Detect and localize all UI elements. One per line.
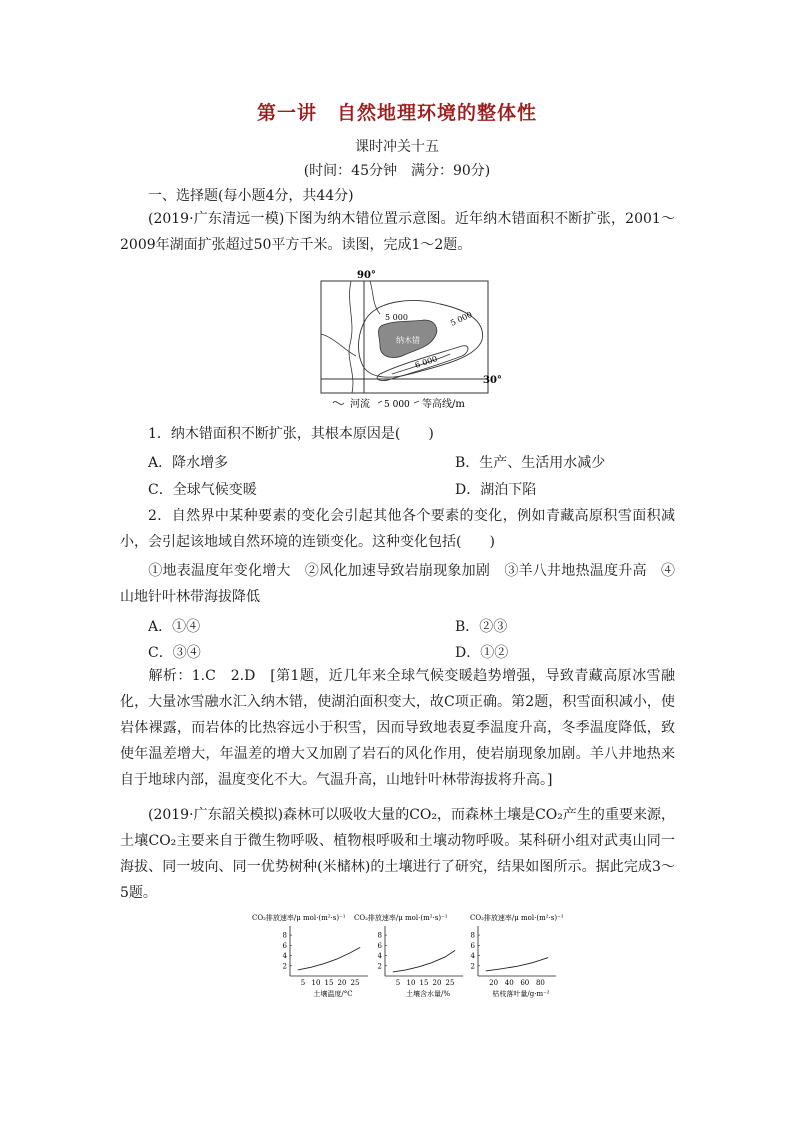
chart-2-x-tick-label: 15 <box>419 979 429 987</box>
chart-1-x-tick-label: 15 <box>324 979 334 987</box>
question-2-text: 2．自然界中某种要素的变化会引起其他各个要素的变化，例如青藏高原积雪面积减小，会引起该地域自然环境的连锁变化。这种变化包括( ) <box>120 508 675 550</box>
river-line <box>370 281 380 314</box>
chart-1-y-tick-label: 8 <box>282 931 287 940</box>
q1-option-d[interactable]: D．湖泊下陷 <box>455 482 537 498</box>
latitude-label: 30° <box>483 375 502 386</box>
chart-1-x-tick-label: 20 <box>337 979 347 987</box>
q1-option-a[interactable]: A．降水增多 <box>148 455 229 471</box>
chart-3-y-tick-label: 2 <box>470 962 475 971</box>
chart-3-x-label: 枯枝落叶量/g·m⁻² <box>492 990 550 998</box>
contour-label-5000-b: 5 000 <box>449 309 474 328</box>
answer-analysis <box>120 663 675 793</box>
chart-1-y-tick-label: 4 <box>282 952 287 961</box>
intro-text-1: (2019·广东清远一模)下图为纳木错位置示意图。近年纳木错面积不断扩张，2001～2009年湖面扩张超过50平方千米。读图，完成1～2题。 <box>120 211 675 253</box>
q1-option-b[interactable]: B．生产、生活用水减少 <box>455 455 606 471</box>
question-1-stem: 1．纳木错面积不断扩张，其根本原因是( ) <box>148 426 434 442</box>
legend-river-label: 河流 <box>350 399 370 410</box>
chart-2-y-tick-label: 8 <box>377 931 382 940</box>
intro-text-2: (2019·广东韶关模拟)森林可以吸收大量的CO₂，而森林土壤是CO₂产生的重要来源，土壤CO₂主要来自于微生物呼吸、植物根呼吸和土壤动物呼吸。某科研小组对武夷山同一海拔、同一坡向、同一优势树种(米槠林)的土壤进行了研究，结果如图所示。据此完成3～5题。 <box>120 807 675 901</box>
chart-3-series-line <box>486 958 548 971</box>
contour-label-6000: 6 000 <box>413 354 439 370</box>
chart-2-x-label: 土壤含水量/% <box>405 990 451 998</box>
chart-3-title: CO₂排放速率/μ mol·(m²·s)⁻¹ <box>470 914 564 922</box>
chart-2-x-tick-label: 10 <box>406 979 416 987</box>
question-2-items-text: ①地表温度年变化增大 ②风化加速导致岩崩现象加剧 ③羊八井地热温度升高 ④山地针叶林带海拔降低 <box>120 563 675 605</box>
q2-option-c[interactable]: C．③④ <box>148 645 201 661</box>
chart-2-y-tick-label: 4 <box>377 952 382 961</box>
legend-contour-label: 等高线/m <box>422 399 465 410</box>
page-title: 第一讲 自然地理环境的整体性 <box>256 102 537 124</box>
legend-contour-symbol <box>414 401 419 403</box>
chart-1-y-tick-label: 2 <box>282 962 287 971</box>
chart-1-title: CO₂排放速率/μ mol·(m²·s)⁻¹ <box>252 914 346 922</box>
chart-3-y-tick-label: 8 <box>470 931 475 940</box>
lake-label: 纳木错 <box>396 336 420 345</box>
chart-2-y-tick-label: 6 <box>377 941 382 950</box>
chart-3-x-tick-label: 40 <box>504 979 514 987</box>
intro-paragraph-1 <box>120 206 675 258</box>
chart-2-series-line <box>393 950 455 972</box>
q1-option-c[interactable]: C．全球气候变暖 <box>148 482 257 498</box>
legend-river-symbol <box>333 402 344 405</box>
section-heading: 一、选择题(每小题4分，共44分) <box>148 188 354 204</box>
river-line <box>349 281 353 393</box>
chart-1-x-label: 土壤温度/°C <box>313 990 353 998</box>
chart-3-y-tick-label: 4 <box>470 952 475 961</box>
chart-2-x-tick-label: 20 <box>432 979 442 987</box>
chart-2-x-tick-label: 5 <box>395 979 401 987</box>
chart-2-y-tick-label: 2 <box>377 962 382 971</box>
chart-1-series-line <box>298 947 360 970</box>
q2-option-d[interactable]: D．①② <box>455 645 509 661</box>
chart-3-x-tick-label: 60 <box>520 979 530 987</box>
longitude-label: 90° <box>357 270 376 281</box>
intro-paragraph-2 <box>120 802 675 906</box>
chart-2-x-tick-label: 25 <box>445 979 455 987</box>
answer-text: 解析：1.C 2.D [第1题，近几年来全球气候变暖趋势增强，导致青藏高原冰雪融化，大量冰雪融水汇入纳木错，使湖泊面积变大，故C项正确。第2题，积雪面积减小，使岩体裸露，而岩体的比热容远小于积雪，因而导致地表夏季温度升高，冬季温度降低，致使年温差增大，年温差的增大又加剧了岩石的风化作用，使岩崩现象加剧。羊八井地热来自于地球内部，温度变化不大。气温升高，山地针叶林带海拔将升高。] <box>120 668 675 788</box>
legend-contour-symbol <box>378 401 382 403</box>
chart-1-x-tick-label: 5 <box>300 979 306 987</box>
chart-1-x-tick-label: 10 <box>311 979 321 987</box>
legend-contour-value: 5 000 <box>384 400 410 410</box>
question-2-stem <box>120 503 675 555</box>
q2-option-a[interactable]: A．①④ <box>148 619 201 635</box>
contour-label-5000-a: 5 000 <box>385 313 408 322</box>
question-2-items <box>120 558 675 610</box>
river-line <box>321 334 356 356</box>
q2-option-b[interactable]: B．②③ <box>455 619 508 635</box>
chart-1-x-tick-label: 25 <box>350 979 360 987</box>
lesson-subtitle: 课时冲关十五 <box>355 139 439 155</box>
chart-3-x-tick-label: 20 <box>489 979 499 987</box>
chart-3-x-tick-label: 80 <box>535 979 545 987</box>
time-info: (时间：45分钟 满分：90分) <box>303 163 491 179</box>
co2-emission-charts <box>0 910 794 1000</box>
chart-3-y-tick-label: 6 <box>470 941 475 950</box>
namco-location-map <box>0 264 794 414</box>
chart-1-y-tick-label: 6 <box>282 941 287 950</box>
chart-2-title: CO₂排放速率/μ mol·(m²·s)⁻¹ <box>354 914 448 922</box>
